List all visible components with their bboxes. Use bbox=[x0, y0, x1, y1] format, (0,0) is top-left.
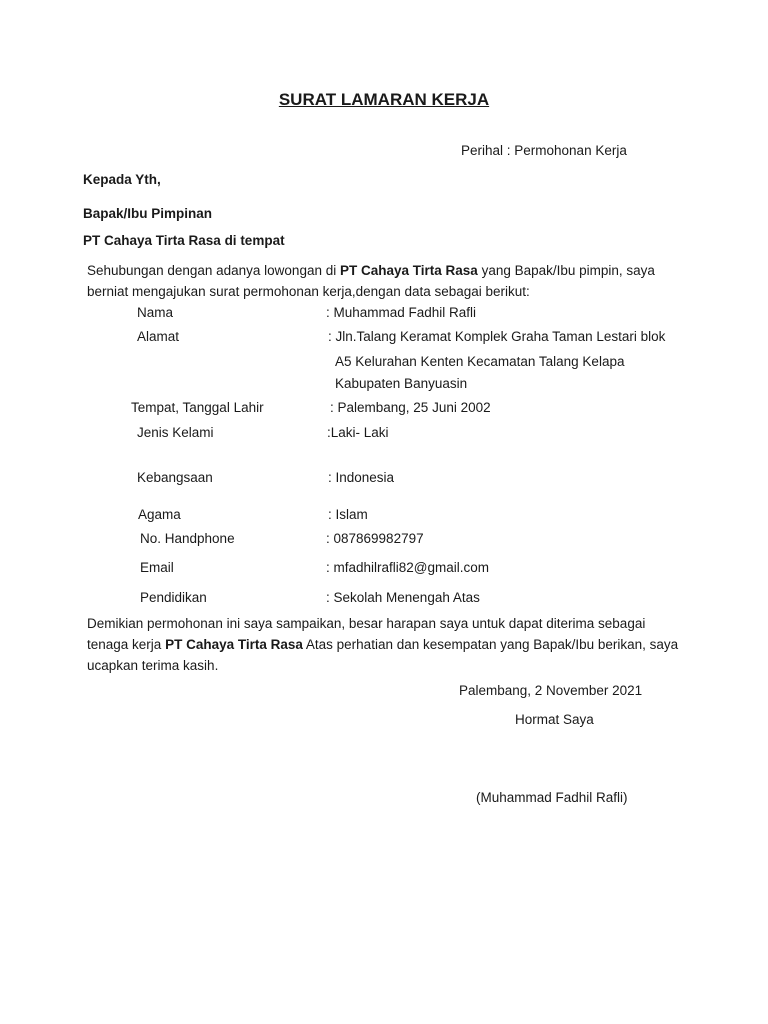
field-value-pendidikan: : Sekolah Menengah Atas bbox=[326, 590, 480, 605]
field-value-email: : mfadhilrafli82@gmail.com bbox=[326, 560, 490, 575]
field-label-pendidikan: Pendidikan bbox=[140, 590, 207, 605]
closing-company-name: PT Cahaya Tirta Rasa bbox=[165, 637, 303, 652]
field-label-nama: Nama bbox=[137, 305, 174, 320]
signature-name: (Muhammad Fadhil Rafli) bbox=[476, 790, 628, 805]
field-value-nama: : Muhammad Fadhil Rafli bbox=[326, 305, 477, 320]
closing-text-part2: Atas perhatian dan kesempatan yang Bapak/Ibu berikan, saya ucapkan terima kasih. bbox=[87, 637, 679, 673]
field-label-jenis-kelamin: Jenis Kelami bbox=[137, 425, 214, 440]
closing-text-part1: Demikian permohonan ini saya sampaikan, besar harapan saya untuk dapat diterima sebagai tenaga kerja bbox=[87, 616, 646, 652]
signature-place-date: Palembang, 2 November 2021 bbox=[459, 683, 643, 698]
field-value-kebangsaan: : Indonesia bbox=[328, 470, 395, 485]
field-value-handphone: : 087869982797 bbox=[326, 531, 424, 546]
recipient-company: PT Cahaya Tirta Rasa di tempat bbox=[83, 233, 285, 248]
field-label-handphone: No. Handphone bbox=[140, 531, 235, 546]
closing-paragraph bbox=[87, 613, 679, 676]
recipient-addressee: Bapak/Ibu Pimpinan bbox=[83, 206, 213, 221]
field-label-email: Email bbox=[140, 560, 174, 575]
signature-regards: Hormat Saya bbox=[515, 712, 594, 727]
intro-company-name: PT Cahaya Tirta Rasa bbox=[339, 263, 478, 278]
field-value-agama: : Islam bbox=[328, 507, 368, 522]
letter-title: SURAT LAMARAN KERJA bbox=[278, 90, 490, 109]
intro-text-part1: Sehubungan dengan adanya lowongan di bbox=[87, 263, 340, 278]
field-label-alamat: Alamat bbox=[137, 329, 180, 344]
recipient-greeting: Kepada Yth, bbox=[83, 172, 161, 187]
intro-text-part2: yang Bapak/Ibu pimpin, saya berniat mengajukan surat permohonan kerja,dengan data sebagai berikut: bbox=[87, 263, 655, 299]
field-value-alamat-line3: Kabupaten Banyuasin bbox=[335, 376, 468, 391]
intro-paragraph bbox=[87, 260, 687, 302]
field-value-alamat-line1: : Jln.Talang Keramat Komplek Graha Taman Lestari blok bbox=[328, 329, 666, 344]
field-label-kebangsaan: Kebangsaan bbox=[137, 470, 213, 485]
field-label-agama: Agama bbox=[138, 507, 181, 522]
field-label-ttl: Tempat, Tanggal Lahir bbox=[131, 400, 264, 415]
field-value-alamat-line2: A5 Kelurahan Kenten Kecamatan Talang Kelapa bbox=[335, 354, 625, 369]
perihal-line: Perihal : Permohonan Kerja bbox=[461, 143, 627, 158]
field-value-ttl: : Palembang, 25 Juni 2002 bbox=[330, 400, 491, 415]
field-value-jenis-kelamin: :Laki- Laki bbox=[327, 425, 389, 440]
